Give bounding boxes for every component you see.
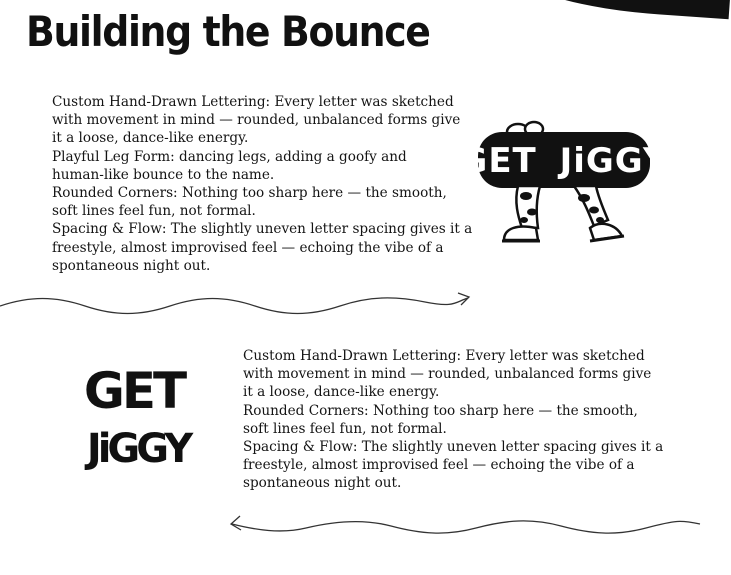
text-line: it a loose, dance-like energy. [52, 130, 249, 147]
get-jiggy-stacked-logo [78, 350, 198, 480]
text-line: spontaneous night out. [243, 475, 402, 492]
lettering-notes-primary [52, 93, 472, 275]
text-line: Playful Leg Form: dancing legs, adding a goofy and [52, 148, 407, 165]
corner-decoration [519, 0, 731, 19]
text-line: Spacing & Flow: The slightly uneven letter spacing gives it a [52, 221, 473, 238]
wavy-arrow-right-icon [0, 288, 480, 322]
text-line: Custom Hand-Drawn Lettering: Every letter was sketched [243, 348, 645, 364]
text-line: with movement in mind — rounded, unbalanced forms give [243, 366, 652, 383]
text-line: soft lines feel fun, not formal. [52, 203, 256, 220]
text-line: human-like bounce to the name. [52, 166, 275, 183]
page-title: Building the Bounce [26, 7, 430, 56]
text-line: Rounded Corners: Nothing too sharp here — the smooth, [243, 402, 638, 419]
get-jiggy-legs-logo [459, 120, 669, 250]
lettering-notes-secondary [243, 347, 663, 493]
text-line: Spacing & Flow: The slightly uneven letter spacing gives it a [243, 439, 664, 456]
wavy-arrow-left-icon [226, 508, 700, 542]
logo-text-jiggy: JiGGY [86, 426, 190, 472]
text-line: freestyle, almost improvised feel — echoing the vibe of a [243, 457, 635, 474]
logo-text-get: GET [83, 362, 185, 420]
text-line: it a loose, dance-like energy. [243, 384, 440, 401]
logo-text-get-jiggy: GET JiGGY [459, 141, 669, 181]
text-line: Rounded Corners: Nothing too sharp here — the smooth, [52, 185, 447, 202]
text-line: Custom Hand-Drawn Lettering: Every letter was sketched [52, 94, 454, 110]
text-line: freestyle, almost improvised feel — echoing the vibe of a [52, 239, 444, 256]
text-line: spontaneous night out. [52, 257, 211, 274]
text-line: soft lines feel fun, not formal. [243, 420, 447, 437]
text-line: with movement in mind — rounded, unbalanced forms give [52, 112, 461, 129]
